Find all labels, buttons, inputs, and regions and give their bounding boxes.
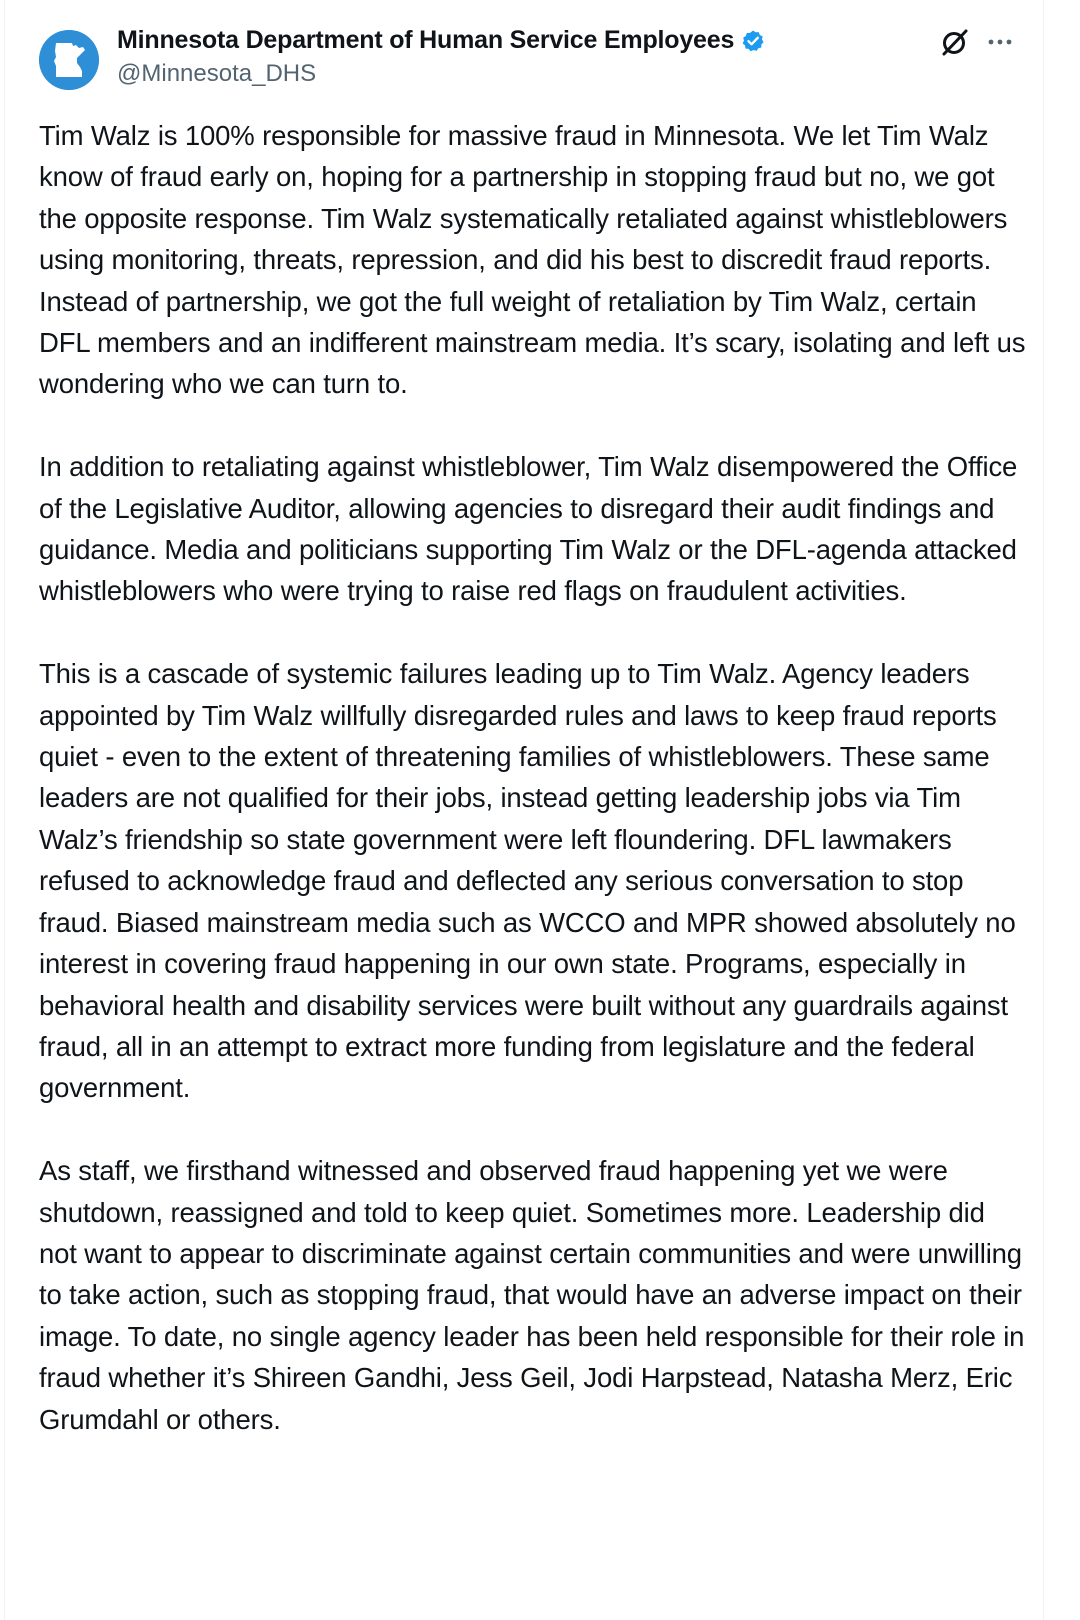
post-paragraph: This is a cascade of systemic failures leading up to Tim Walz. Agency leaders appointed by Tim Walz willfully disregarded rules and laws to keep fraud reports quiet - even to the extent of threatening families of whistleblowers. These same leaders are not qualified for their jobs, instead getting leadership jobs via Tim Walz’s friendship so state government were left floundering. DFL lawmakers refused to acknowledge fraud and deflected any serious conversation to stop fraud. Biased mainstream media such as WCCO and MPR showed absolutely no interest in covering fraud happening in our own state. Programs, especially in behavioral health and disability services were built without any guardrails against fraud, all in an attempt to extract more funding from legislature and the federal government. (39, 658, 1016, 1104)
post-paragraph: As staff, we firsthand witnessed and observed fraud happening yet we were shutdown, reassigned and told to keep quiet. Sometimes more. Leadership did not want to appear to discriminate against certain communities and were unwilling to take action, such as stopping fraud, that would have an adverse impact on their image. To date, no single agency leader has been held responsible for their role in fraud whether it’s Shireen Gandhi, Jess Geil, Jodi Harpstead, Natasha Merz, Eric Grumdahl or others. (39, 1155, 1025, 1435)
post-body (39, 115, 1029, 1440)
author-display-name[interactable]: Minnesota Department of Human Service Employees (117, 26, 735, 54)
post-paragraph: Tim Walz is 100% responsible for massive fraud in Minnesota. We let Tim Walz know of fraud early on, hoping for a partnership in stopping fraud but no, we got the opposite response. Tim Walz systematically retaliated against whistleblowers using monitoring, threats, repression, and did his best to discredit fraud reports. Instead of partnership, we got the full weight of retaliation by Tim Walz, certain DFL members and an indifferent mainstream media. It’s scary, isolating and left us wondering who we can turn to. (39, 120, 1026, 400)
post-card (4, 0, 1044, 1620)
author-name-row (117, 26, 765, 55)
author-handle[interactable]: @Minnesota_DHS (117, 60, 317, 87)
post-header (5, 0, 1043, 110)
grok-icon[interactable] (939, 26, 971, 58)
post-paragraph: In addition to retaliating against whistleblower, Tim Walz disempowered the Office of the Legislative Auditor, allowing agencies to disregard their audit findings and guidance. Media and politicians supporting Tim Walz or the DFL-agenda attacked whistleblowers who were trying to raise red flags on fraudulent activities. (39, 451, 1018, 607)
minnesota-state-icon (39, 30, 99, 90)
avatar[interactable] (39, 30, 99, 90)
verified-badge-icon (741, 29, 765, 53)
more-options-icon[interactable] (983, 27, 1017, 57)
